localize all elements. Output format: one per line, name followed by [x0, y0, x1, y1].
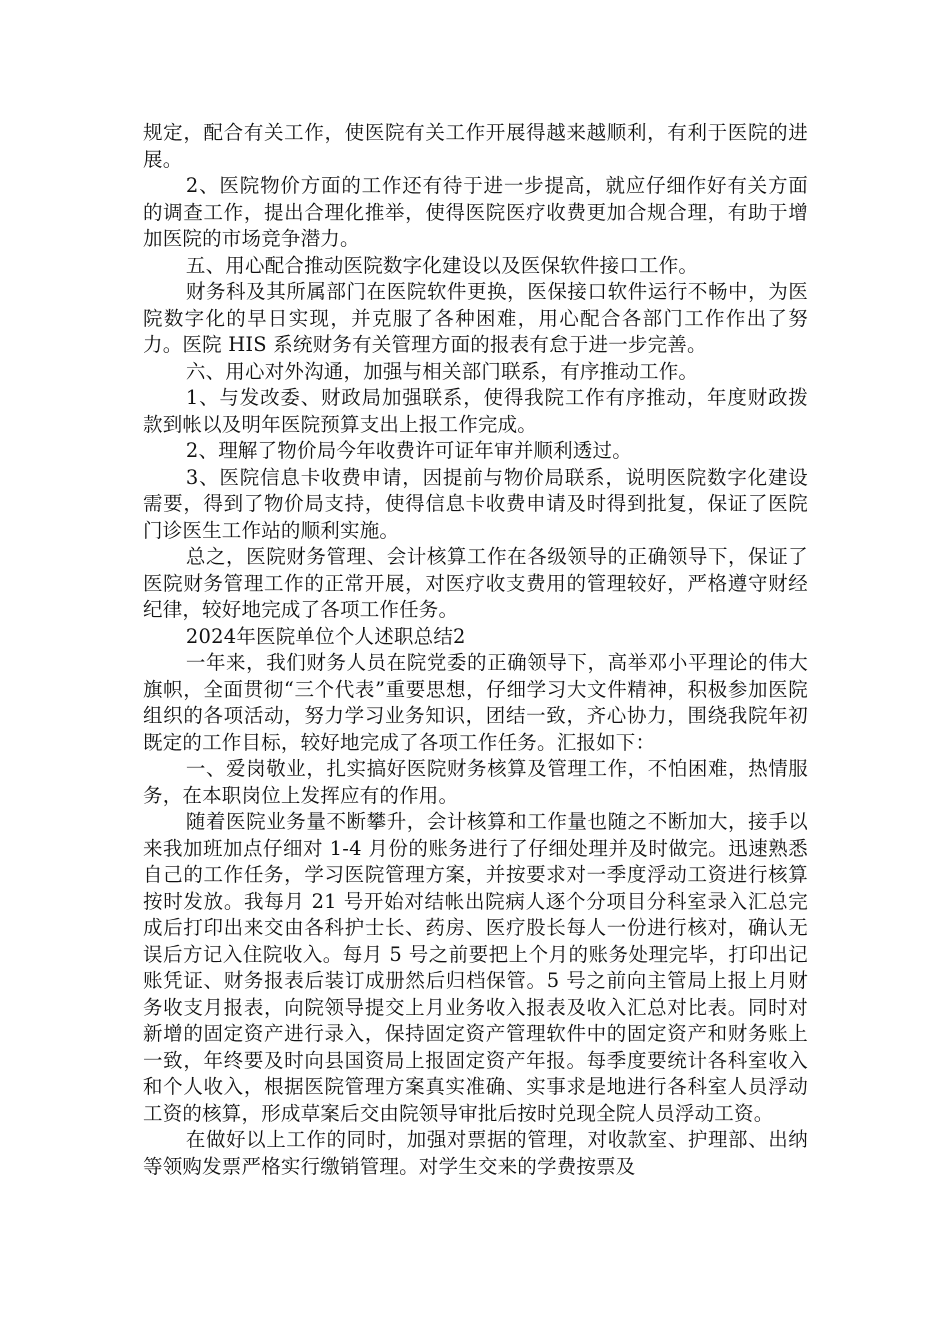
paragraph: 财务科及其所属部门在医院软件更换，医保接口软件运行不畅中，为医院数字化的早日实现，并克服了各种困难，用心配合各部门工作作出了努力。医院 HIS 系统财务有关管理方面的报表有怠于进一步完善。 [143, 280, 808, 356]
paragraph: 在做好以上工作的同时，加强对票据的管理，对收款室、护理部、出纳等领购发票严格实行缴销管理。对学生交来的学费按票及 [143, 1128, 808, 1178]
paragraph: 2、医院物价方面的工作还有待于进一步提高，就应仔细作好有关方面的调查工作，提出合理化推举，使得医院医疗收费更加合规合理，有助于增加医院的市场竞争潜力。 [143, 174, 808, 250]
paragraph: 随着医院业务量不断攀升，会计核算和工作量也随之不断加大，接手以来我加班加点仔细对 1-4 月份的账务进行了仔细处理并及时做完。迅速熟悉自己的工作任务，学习医院管理方案，并按要求对一季度浮动工资进行核算按时发放。我每月 21 号开始对结帐出院病人逐个分项目分科室录入汇总完成后打印出来交由各科护士长、药房、医疗股长每人一份进行核对，确认无误后方记入住院收入。每月 5 号之前要把上个月的账务处理完毕，打印出记账凭证、财务报表后装订成册然后归档保管。5 号之前向主管局上报上月财务收支月报表，向院领导提交上月业务收入报表及收入汇总对比表。同时对新增的固定资产进行录入，保持固定资产管理软件中的固定资产和财务账上一致，年终要及时向县国资局上报固定资产年报。每季度要统计各科室收入和个人收入，根据医院管理方案真实准确、实事求是地进行各科室人员浮动工资的核算，形成草案后交由院领导审批后按时兑现全院人员浮动工资。 [143, 810, 808, 1125]
document-subtitle: 2024年医院单位个人述职总结2 [185, 624, 466, 648]
paragraph: 3、医院信息卡收费申请，因提前与物价局联系，说明医院数字化建设需要，得到了物价局支持，使得信息卡收费申请及时得到批复，保证了医院门诊医生工作站的顺利实施。 [143, 465, 808, 542]
paragraph: 2、理解了物价局今年收费许可证年审并顺利透过。 [185, 439, 632, 462]
paragraph: 一年来，我们财务人员在院党委的正确领导下，高举邓小平理论的伟大旗帜，全面贯彻“三个代表”重要思想，仔细学习大文件精神，积极参加医院组织的各项活动，努力学习业务知识，团结一致，齐心协力，围绕我院年初既定的工作目标，较好地完成了各项工作任务。汇报如下： [143, 651, 808, 754]
paragraph: 规定，配合有关工作，使医院有关工作开展得越来越顺利，有利于医院的进展。 [143, 121, 808, 171]
section-heading: 五、用心配合推动医院数字化建设以及医保软件接口工作。 [185, 253, 699, 277]
paragraph: 总之，医院财务管理、会计核算工作在各级领导的正确领导下，保证了医院财务管理工作的正常开展，对医疗收支费用的管理较好，严格遵守财经纪律，较好地完成了各项工作任务。 [143, 545, 808, 621]
section-heading: 六、用心对外沟通，加强与相关部门联系，有序推动工作。 [185, 359, 699, 383]
document-body [143, 120, 808, 1180]
paragraph: 1、与发改委、财政局加强联系，使得我院工作有序推动，年度财政拨款到帐以及明年医院预算支出上报工作完成。 [143, 386, 808, 436]
section-heading: 一、爱岗敬业，扎实搞好医院财务核算及管理工作，不怕困难，热情服务，在本职岗位上发挥应有的作用。 [143, 757, 808, 807]
